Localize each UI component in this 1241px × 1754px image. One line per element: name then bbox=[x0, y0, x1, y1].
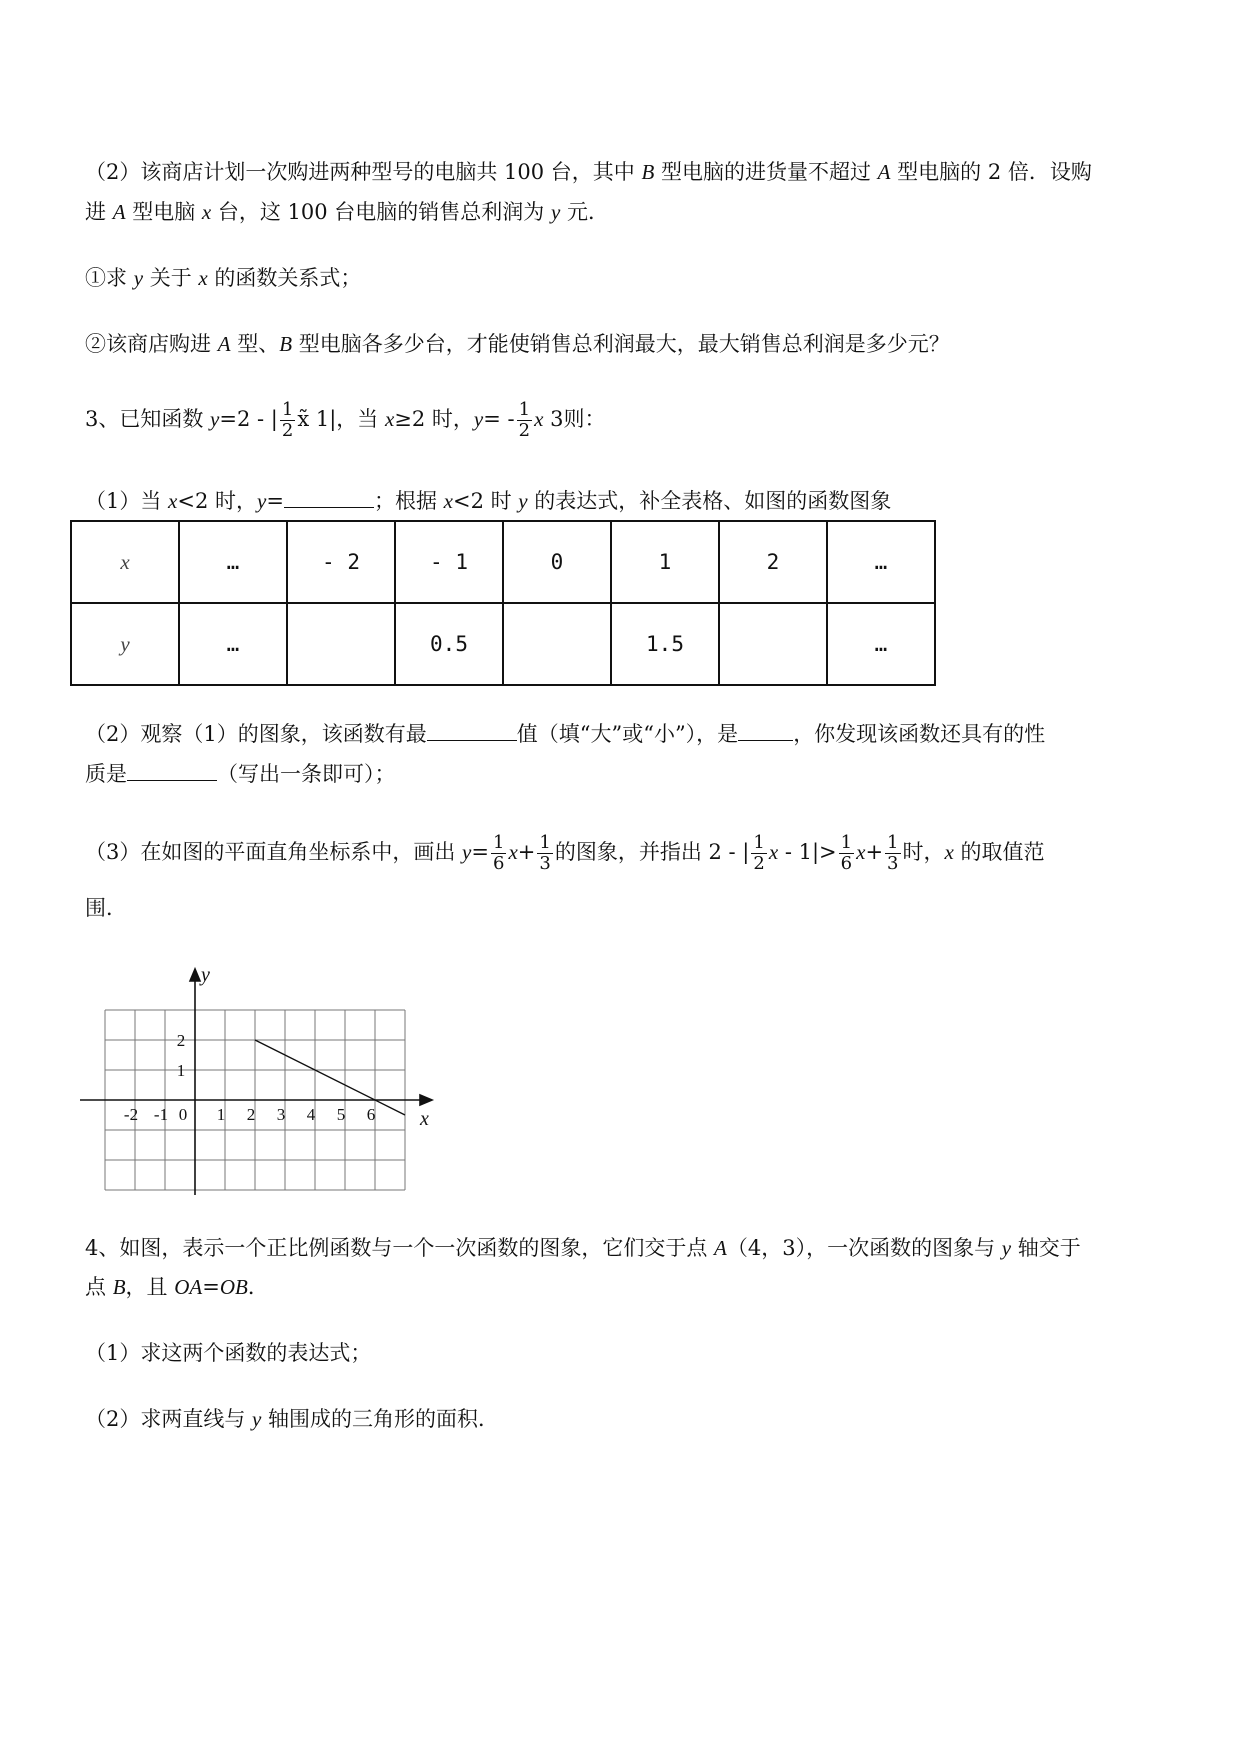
q3-part2-line2: 质是 （写出一条即可）； bbox=[85, 758, 396, 789]
q2-part2-line1: （2）该商店计划一次购进两种型号的电脑共 100 台，其中 B 型电脑的进货量不超过 A 型电脑的 2 倍．设购 bbox=[85, 160, 1092, 184]
table-row-y bbox=[71, 603, 935, 685]
answer-blank[interactable] bbox=[127, 758, 217, 781]
table-cell: … bbox=[827, 603, 935, 685]
y-tick-label: 1 bbox=[176, 1061, 186, 1080]
answer-blank[interactable] bbox=[284, 485, 374, 508]
q3-part1: （1）当 x<2 时，y= ；根据 x<2 时 y 的表达式，补全表格、如图的函数图象 bbox=[85, 485, 891, 516]
y-tick-labels bbox=[177, 1031, 186, 1080]
q4-line2: 点 B，且 OA=OB． bbox=[85, 1275, 269, 1299]
q3-part2-line1: （2）观察（1）的图象，该函数有最 值（填“大”或“小”），是 ，你发现该函数还具有的性 bbox=[85, 718, 1045, 749]
q4-sub2: （2）求两直线与 y 轴围成的三角形的面积． bbox=[85, 1407, 500, 1431]
table-row-label: x bbox=[71, 521, 179, 603]
value-table bbox=[70, 520, 936, 686]
table-cell[interactable] bbox=[503, 603, 611, 685]
coordinate-graph bbox=[80, 965, 450, 1205]
table-cell: - 2 bbox=[287, 521, 395, 603]
answer-blank[interactable] bbox=[427, 718, 517, 741]
x-tick-label: -1 bbox=[153, 1105, 169, 1124]
q3-intro: 3、已知函数 y=2 - | $\frac{1}{2}$ x̃ 1|，当 x≥2 时，y= - $\frac{1}{2}$ x 3则： bbox=[85, 399, 606, 441]
x-tick-label: 0 bbox=[178, 1105, 188, 1124]
q2-part2-line2: 进 A 型电脑 x 台，这 100 台电脑的销售总利润为 y 元． bbox=[85, 200, 610, 224]
table-row-label: y bbox=[71, 603, 179, 685]
fraction: $\frac{1}{3}$ bbox=[887, 832, 899, 874]
q3-part3-line1: （3）在如图的平面直角坐标系中，画出 y= $\frac{1}{6}$ x+ $\frac{1}{3}$ 的图象，并指出 2 - | $\frac{1}{2}$ x - 1|> $\frac{1}{6}$ x+ $\frac{1}{3}$ 时，x 的取值范 bbox=[85, 832, 1045, 874]
table-cell: 1 bbox=[611, 521, 719, 603]
q4-sub1: （1）求这两个函数的表达式； bbox=[85, 1341, 372, 1365]
fraction: $\frac{1}{6}$ bbox=[492, 832, 505, 874]
x-tick-label: 3 bbox=[276, 1105, 286, 1124]
x-tick-labels bbox=[124, 1105, 375, 1124]
table-cell[interactable] bbox=[287, 603, 395, 685]
x-axis-arrow bbox=[420, 1095, 432, 1105]
table-cell: - 1 bbox=[395, 521, 503, 603]
x-tick-label: 6 bbox=[366, 1105, 376, 1124]
q3-part3-line2: 围． bbox=[85, 896, 127, 920]
q4-line1: 4、如图，表示一个正比例函数与一个一次函数的图象，它们交于点 A（4，3），一次函数的图象与 y 轴交于 bbox=[85, 1236, 1081, 1260]
table-cell: … bbox=[827, 521, 935, 603]
fraction: $\frac{1}{2}$ bbox=[518, 399, 531, 441]
table-cell: 1.5 bbox=[611, 603, 719, 685]
axes bbox=[80, 969, 432, 1195]
q2-sub1: ①求 y 关于 x 的函数关系式； bbox=[85, 266, 362, 290]
x-tick-label: 4 bbox=[306, 1105, 316, 1124]
answer-blank[interactable] bbox=[738, 718, 793, 741]
table-cell: … bbox=[179, 603, 287, 685]
x-axis-label: x bbox=[420, 1108, 429, 1130]
fraction: $\frac{1}{2}$ bbox=[281, 399, 294, 441]
y-tick-label: 2 bbox=[176, 1031, 186, 1050]
x-tick-label: 2 bbox=[246, 1105, 256, 1124]
table-cell[interactable] bbox=[719, 603, 827, 685]
x-tick-label: 5 bbox=[336, 1105, 346, 1124]
table-cell: 0 bbox=[503, 521, 611, 603]
fraction: $\frac{1}{3}$ bbox=[539, 832, 551, 874]
function-segment bbox=[255, 1040, 405, 1115]
table-cell: 0.5 bbox=[395, 603, 503, 685]
x-tick-label: 1 bbox=[216, 1105, 226, 1124]
y-axis-arrow bbox=[190, 969, 200, 981]
q2-sub2: ②该商店购进 A 型、B 型电脑各多少台，才能使销售总利润最大，最大销售总利润是多少元？ bbox=[85, 332, 950, 356]
table-row-x bbox=[71, 521, 935, 603]
y-axis-label: y bbox=[201, 965, 210, 986]
table-cell: 2 bbox=[719, 521, 827, 603]
table-cell: … bbox=[179, 521, 287, 603]
x-tick-label: -2 bbox=[123, 1105, 139, 1124]
fraction: $\frac{1}{6}$ bbox=[840, 832, 853, 874]
fraction: $\frac{1}{2}$ bbox=[753, 832, 765, 874]
